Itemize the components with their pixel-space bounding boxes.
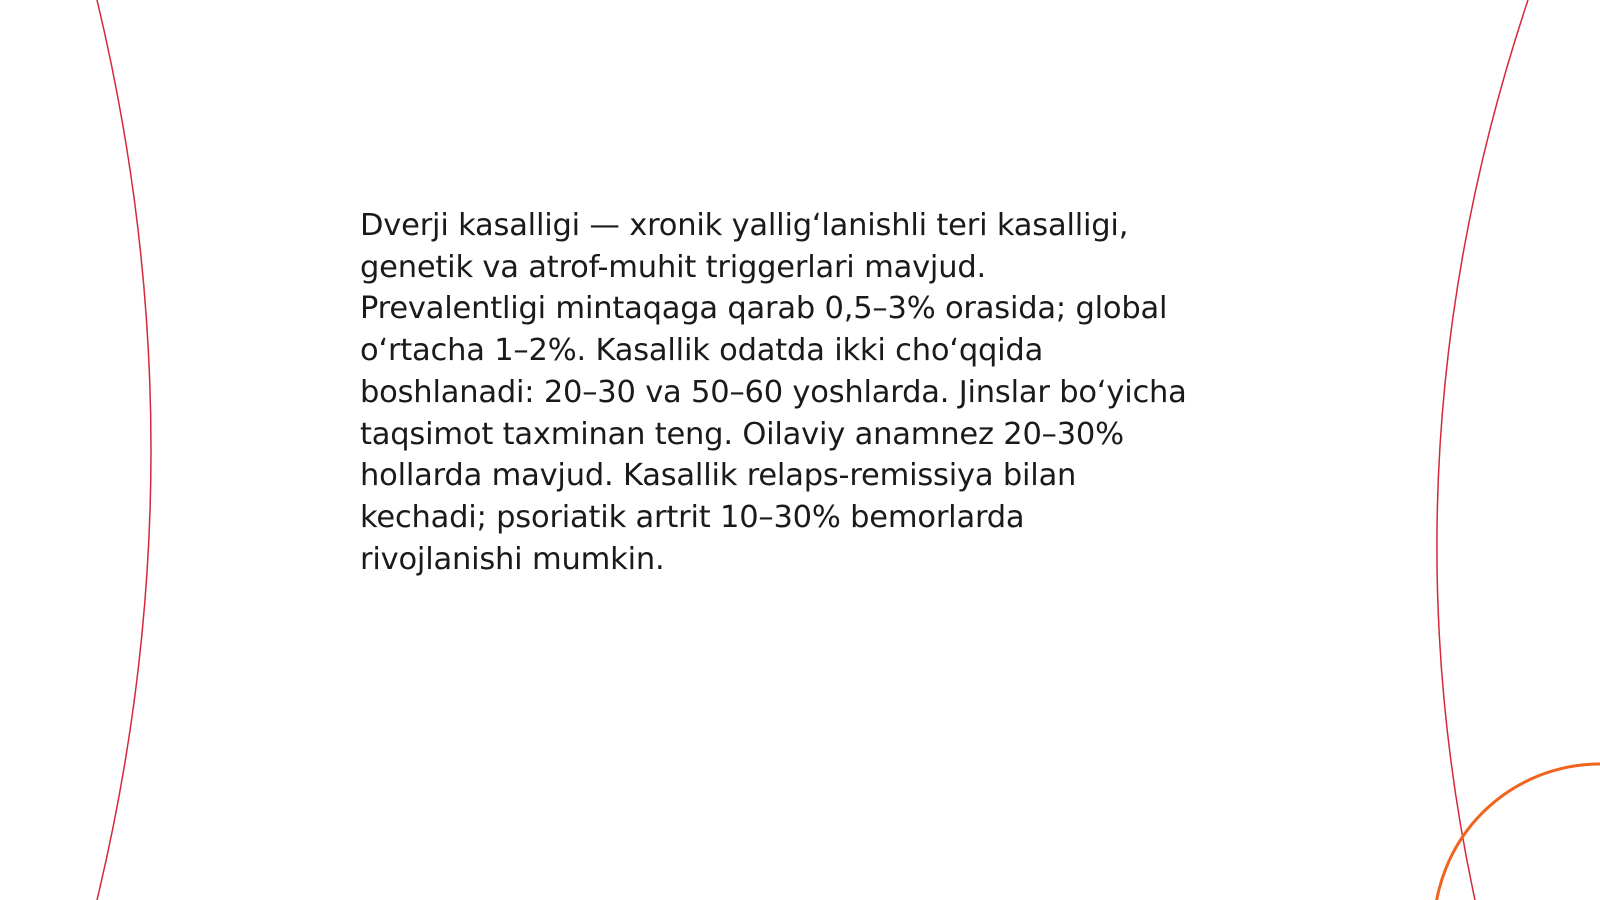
left-curve-line [97,0,151,900]
right-curve-line [1437,0,1528,900]
orange-arc [1434,764,1600,900]
body-text: Dverji kasalligi — xronik yallig‘lanishli teri kasalligi, genetik va atrof-muhit triggerlari mavjud. Prevalentligi mintaqaga qarab 0,5–3% orasida; global o‘rtacha 1–2%. Kasallik odatda ikki cho‘qqida boshlanadi: 20–30 va 50–60 yoshlarda. Jinslar bo‘yicha taqsimot taxminan teng. Oilaviy anamnez 20–30% hollarda mavjud. Kasallik relaps-remissiya bilan kechadi; psoriatik artrit 10–30% bemorlarda rivojlanishi mumkin. [360,208,1187,577]
